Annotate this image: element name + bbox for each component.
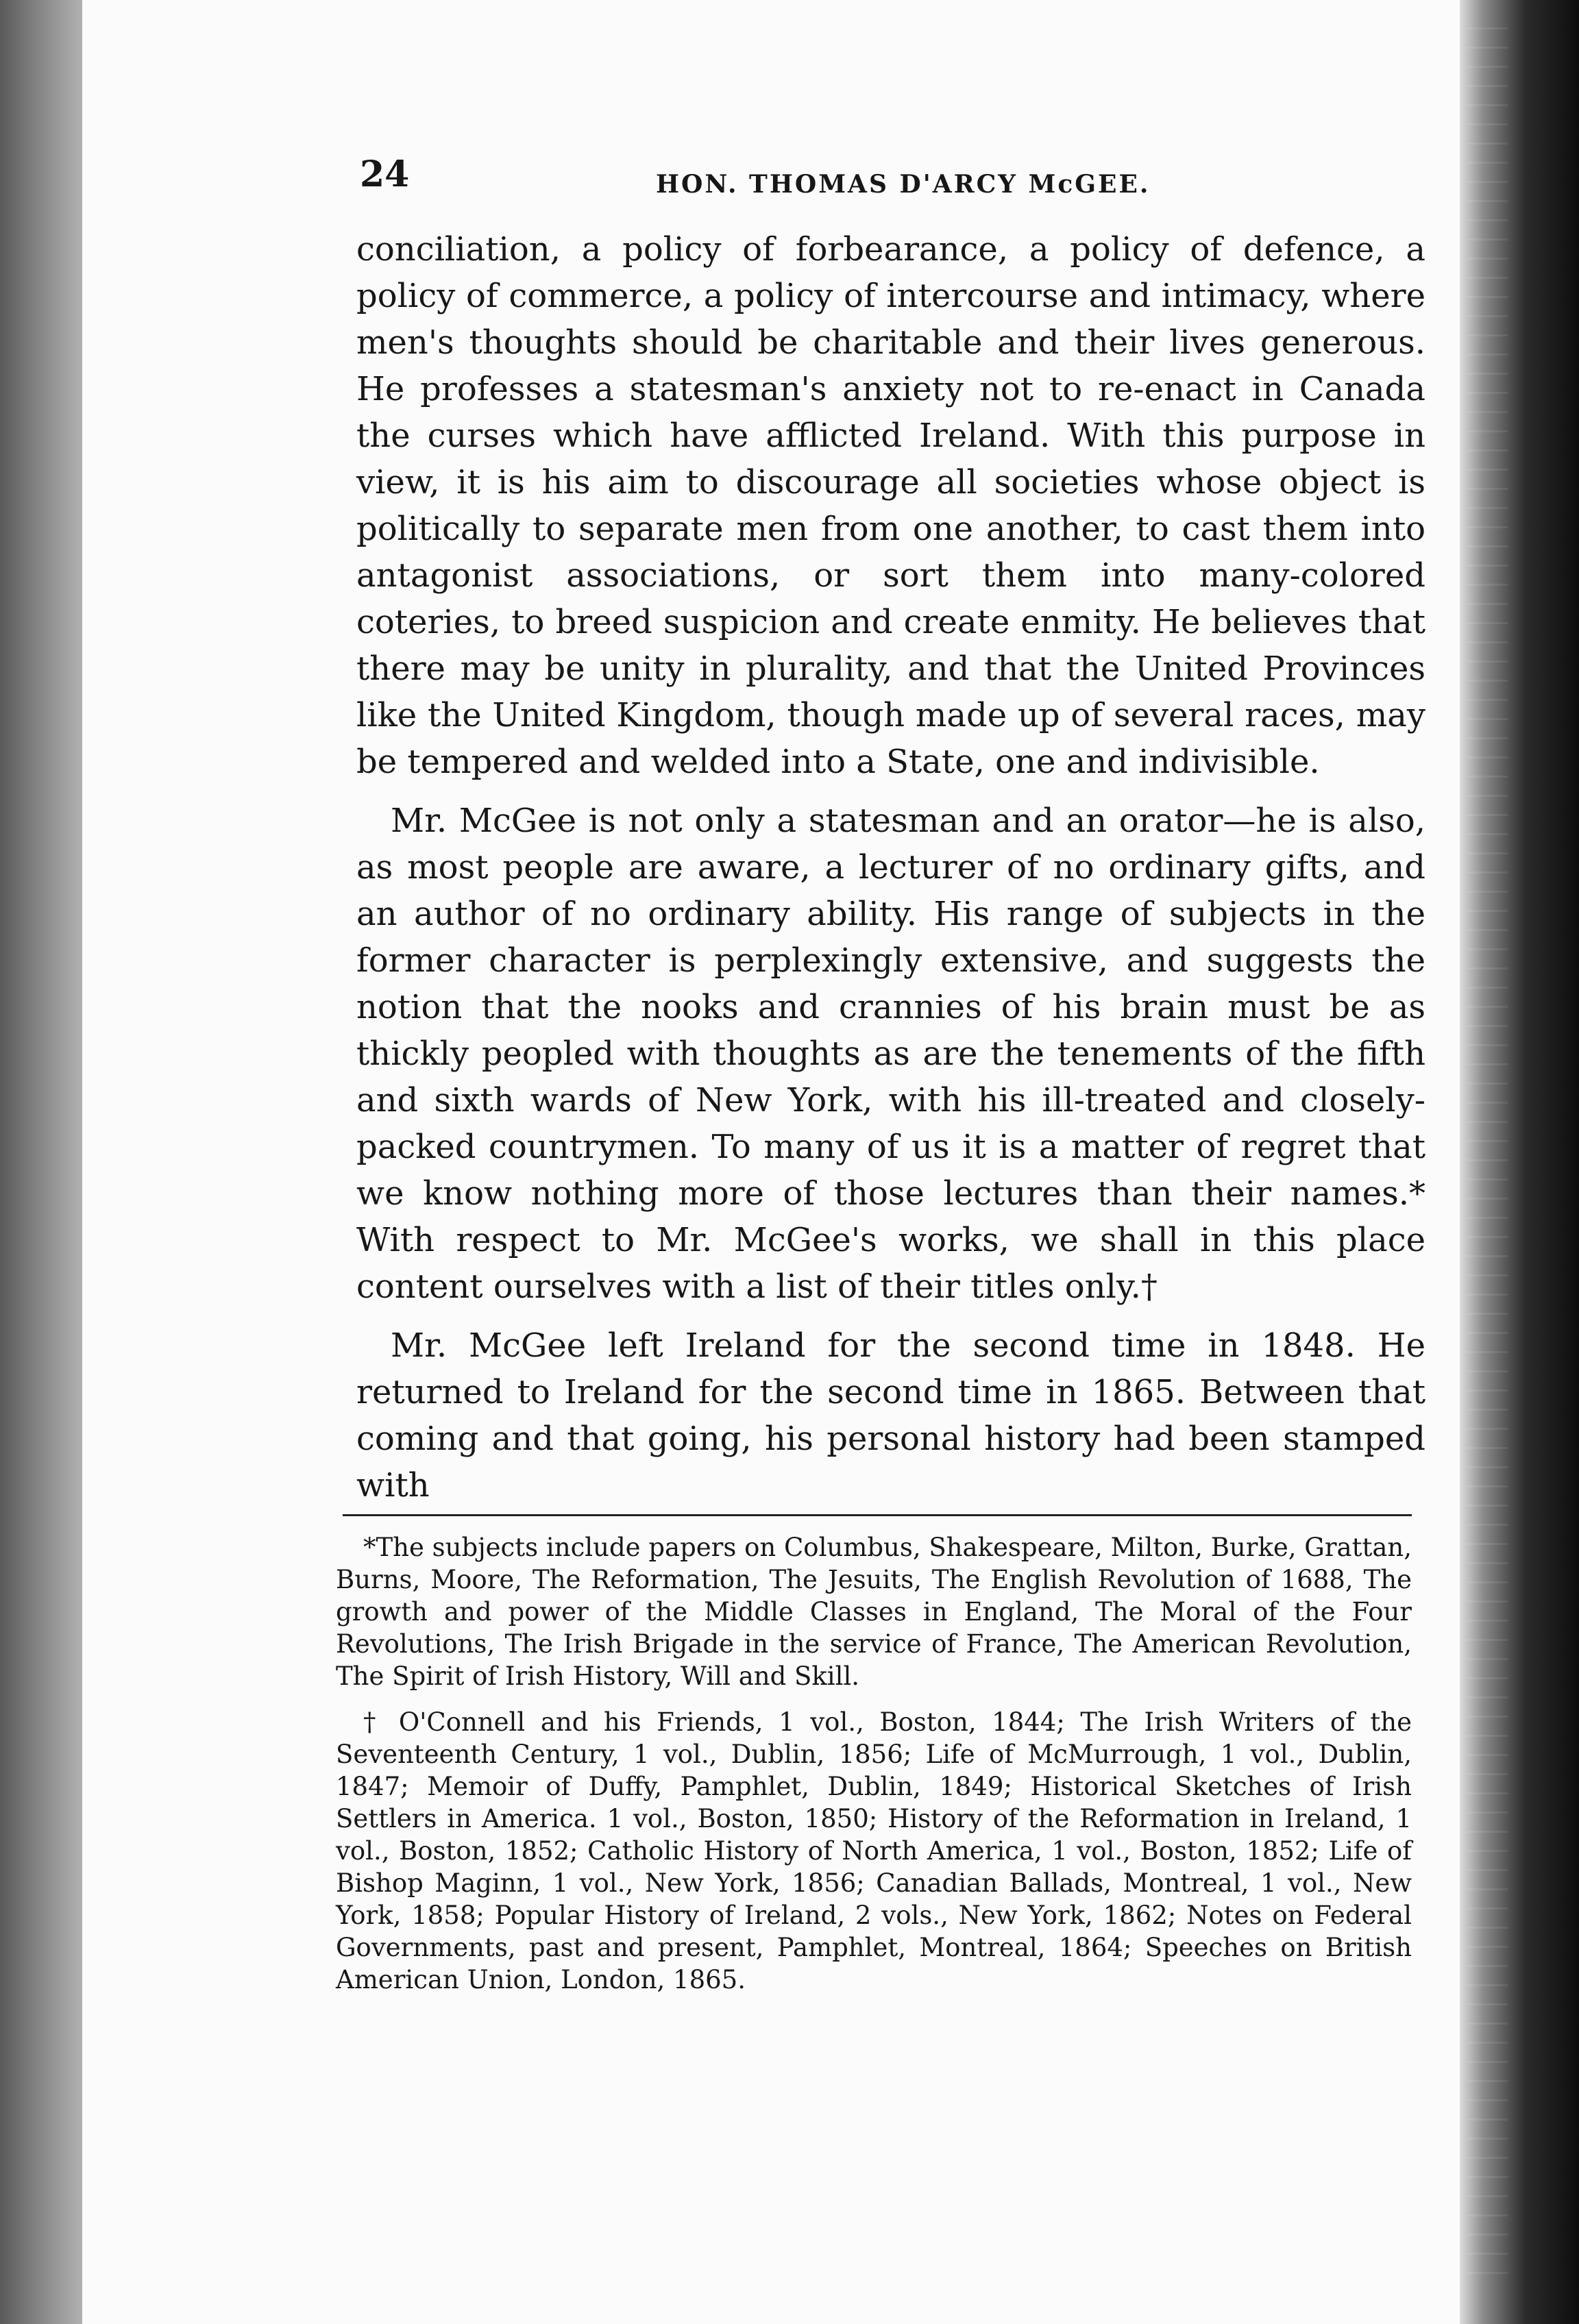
binding-marks (1467, 27, 1508, 2288)
paragraph-2: Mr. McGee is not only a statesman and an orator—he is also, as most people are aware, a lecturer of no ordinary gifts, and an author of no ordinary ability. His range of subjects in the former character is perplexingly extensive, and suggests the notion that the nooks and crannies of his brain must be as thickly peopled with thoughts as are the tenements of the fifth and sixth wards of New York, with his ill-treated and closely-packed countrymen. To many of us it is a matter of regret that we know nothing more of those lectures than their names.* With respect to Mr. McGee's works, we shall in this place content ourselves with a list of their titles only.† (356, 802, 1425, 1306)
paragraph-1: conciliation, a policy of forbearance, a policy of defence, a policy of commerce, a policy of intercourse and intimacy, where men's thoughts should be charitable and their lives generous. He professes a statesman's anxiety not to re-enact in Canada the curses which have afflicted Ireland. With this purpose in view, it is his aim to discourage all societies whose object is politically to separate men from one another, to cast them into antagonist associations, or sort them into many-colored coteries, to breed suspicion and create enmity. He believes that there may be unity in plurality, and that the United Provinces like the United Kingdom, though made up of several races, may be tempered and welded into a State, one and indivisible. (356, 230, 1425, 781)
running-head: HON. THOMAS D'ARCY McGEE. (656, 170, 1151, 199)
footnote-rule (343, 1514, 1412, 1516)
footnote-works: † O'Connell and his Friends, 1 vol., Boston, 1844; The Irish Writers of the Seventeenth Century, 1 vol., Dublin, 1856; Life of McMurrough, 1 vol., Dublin, 1847; Memoir of Duffy, Pamphlet, Dublin, 1849; Historical Sketches of Irish Settlers in America. 1 vol., Boston, 1850; History of the Reformation in Ireland, 1 vol., Boston, 1852; Catholic History of North America, 1 vol., Boston, 1852; Life of Bishop Maginn, 1 vol., New York, 1856; Canadian Ballads, Montreal, 1 vol., New York, 1858; Popular History of Ireland, 2 vols., New York, 1862; Notes on Federal Governments, past and present, Pamphlet, Montreal, 1864; Speeches on British American Union, London, 1865. (336, 1707, 1412, 1994)
main-text (356, 226, 1425, 1521)
footnote-subjects: *The subjects include papers on Columbus, Shakespeare, Milton, Burke, Grattan, Burns, Moore, The Reformation, The Jesuits, The English Revolution of 1688, The growth and power of the Middle Classes in England, The Moral of the Four Revolutions, The Irish Brigade in the service of France, The American Revolution, The Spirit of Irish History, Will and Skill. (336, 1533, 1412, 1691)
footnotes (336, 1531, 1412, 2010)
paragraph-3: Mr. McGee left Ireland for the second time in 1848. He returned to Ireland for the second time in 1865. Between that coming and that going, his personal history had been stamped with (356, 1326, 1425, 1505)
page-number: 24 (360, 153, 410, 195)
page-header (360, 154, 1429, 209)
